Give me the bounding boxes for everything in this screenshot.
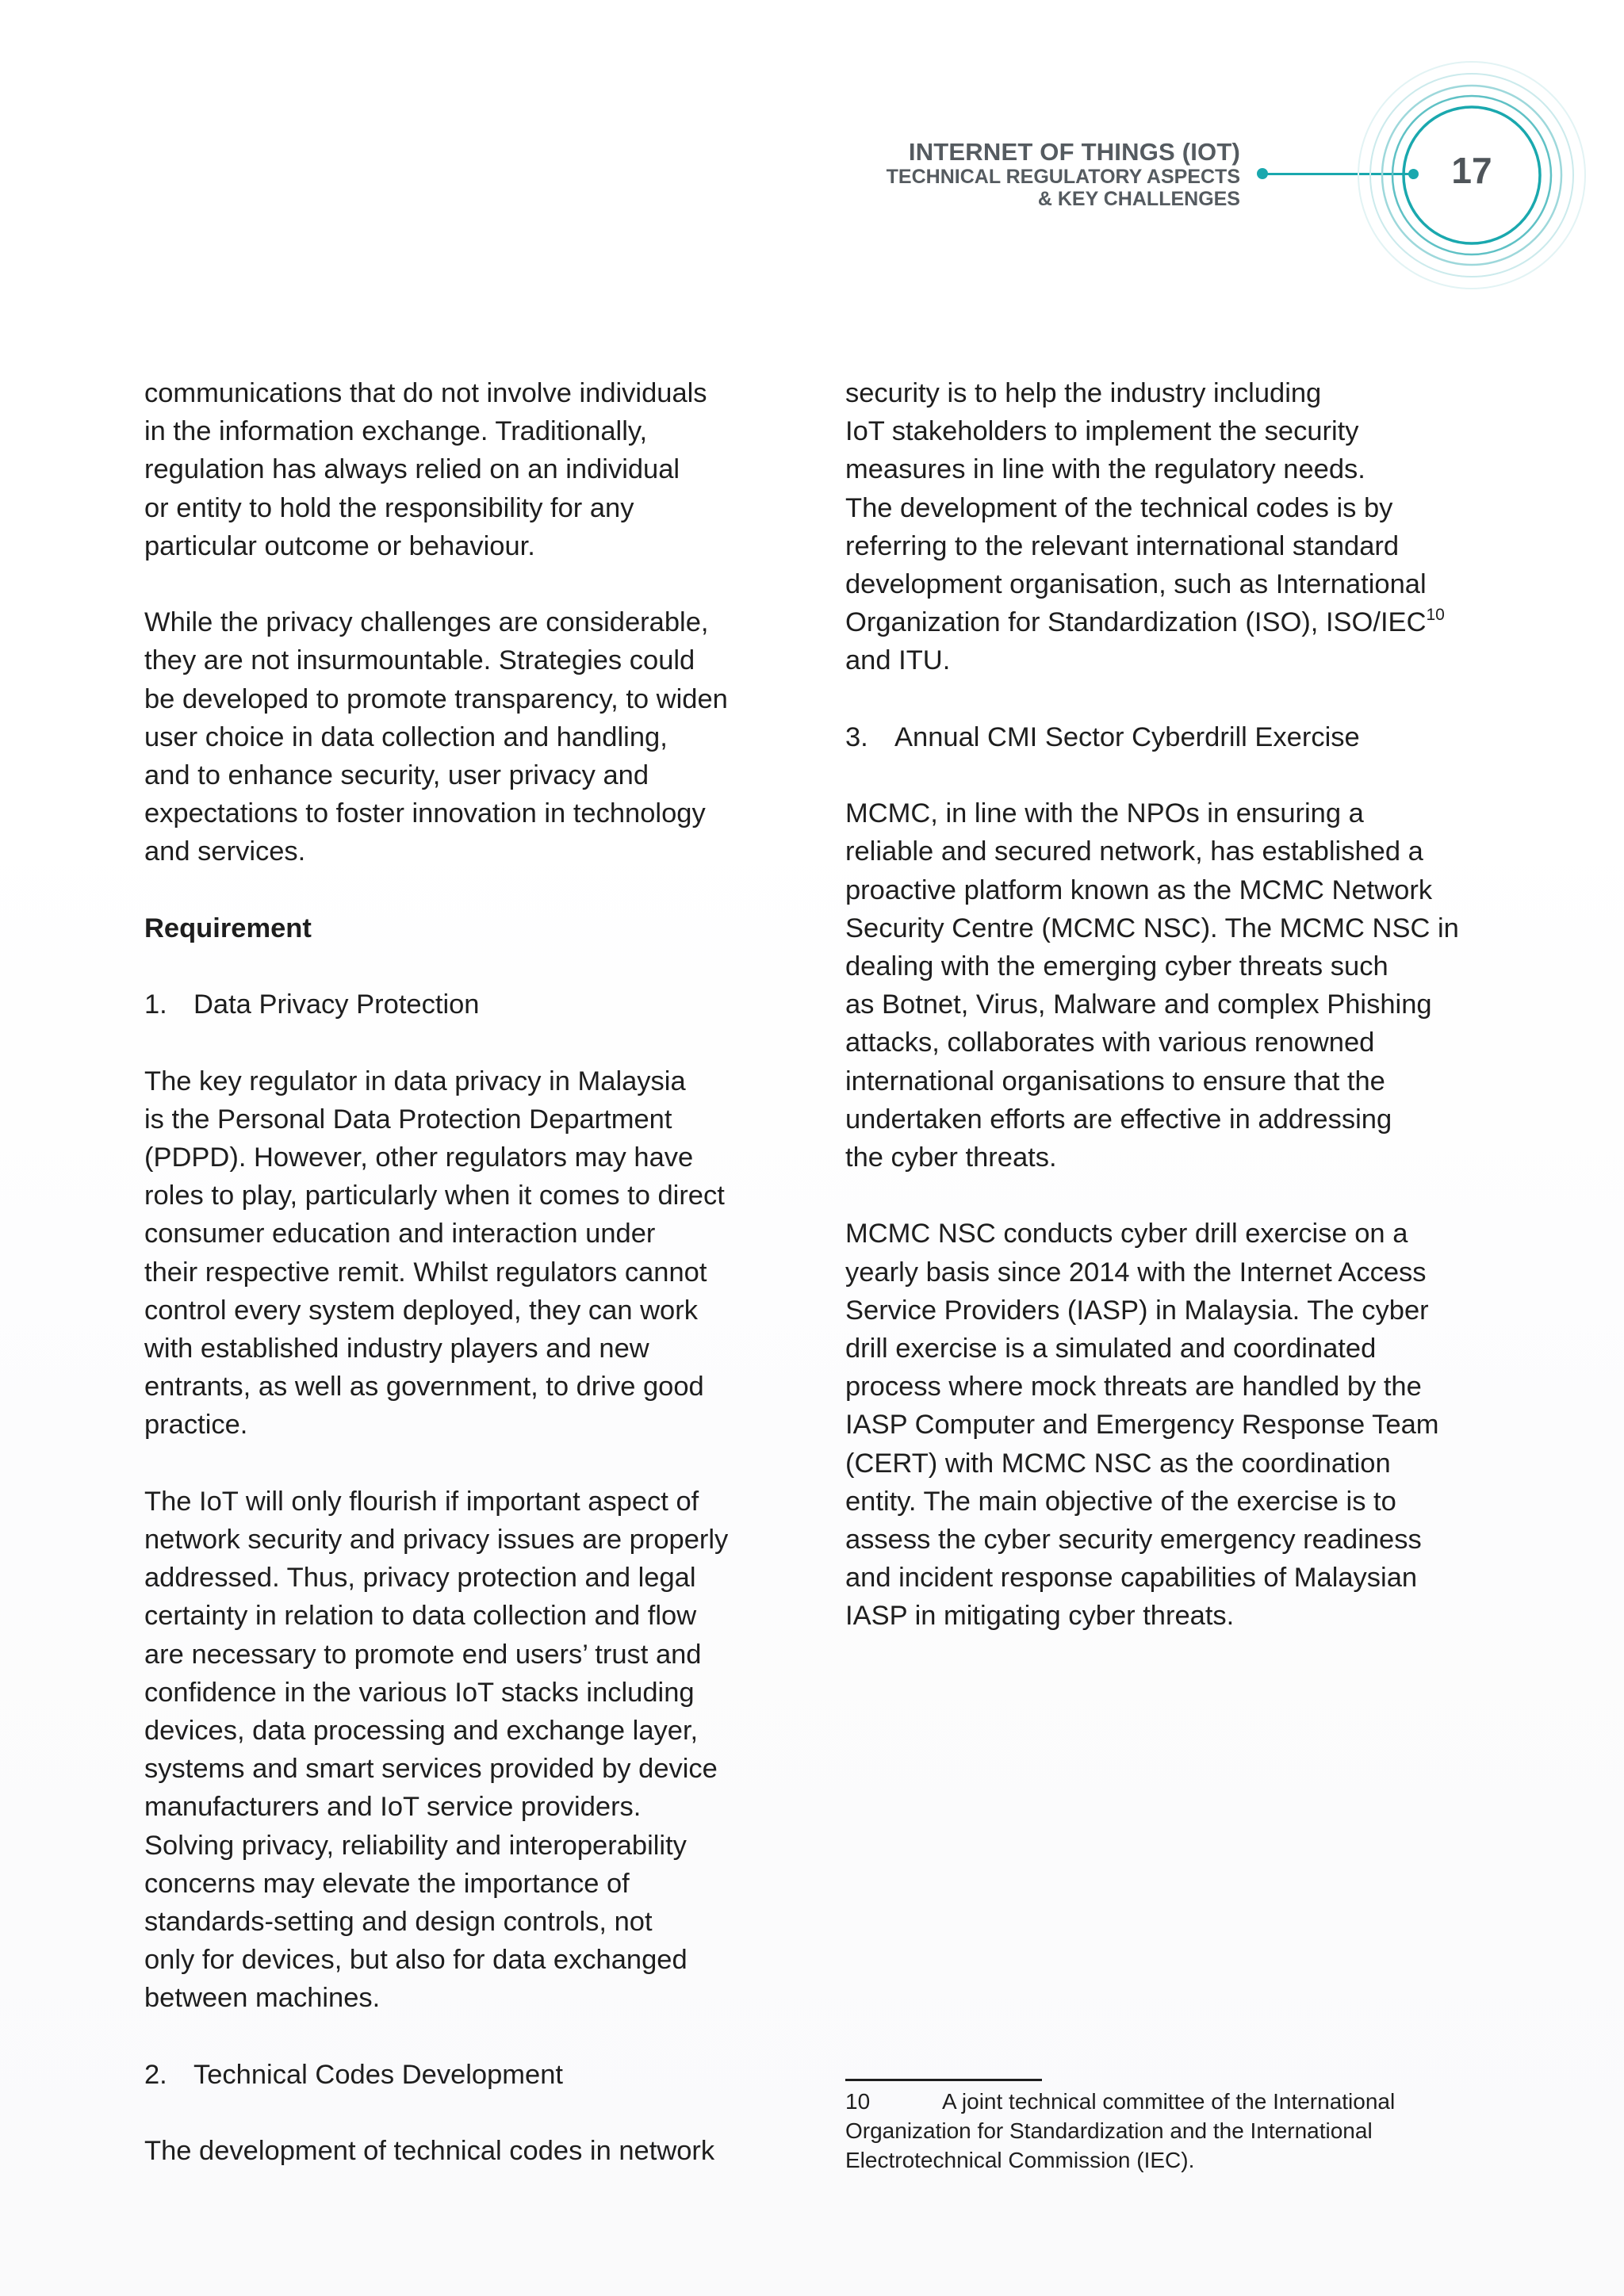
paragraph: MCMC, in line with the NPOs in ensuring a reliable and secured network, has established a proactive platform known as the MCMC Network Security Centre (MCMC NSC). The MCMC NSC in dealing with the emerging cyber threats such as Botnet, Virus, Malware and complex Phishing attacks, collaborates with various renowned international organisations to ensure that the undertaken efforts are effective in addressing the cyber threats. (845, 798, 1459, 1173)
item-number: 2. (144, 2059, 167, 2090)
paragraph: MCMC NSC conducts cyber drill exercise on a yearly basis since 2014 with the Internet Access Service Providers (IASP) in Malaysia. The cyber drill exercise is a simulated and coordinated process where mock threats are handled by the IASP Computer and Emergency Response Team (CERT) with MCMC NSC as the coordination entity. The main objective of the exercise is to assess the cyber security emergency readiness and incident response capabilities of Malaysian IASP in mitigating cyber threats. (845, 1219, 1439, 1632)
item-label: Data Privacy Protection (193, 989, 480, 1020)
right-column (845, 374, 1484, 1674)
header-connector-dot-left (1257, 168, 1268, 179)
section-heading: Requirement (144, 913, 312, 943)
paragraph: The key regulator in data privacy in Malaysia is the Personal Data Protection Department (PDPD). However, other regulators may have roles to play, particularly when it comes to direct consumer education and interaction under their respective remit. Whilst regulators cannot control every system deployed, they can work with established industry players and new entrants, as well as government, to drive good practice. (144, 1066, 725, 1441)
header-connector-dot-right (1408, 169, 1419, 179)
item-label: Annual CMI Sector Cyberdrill Exercise (894, 721, 1360, 752)
paragraph-text-end: and ITU. (845, 645, 951, 676)
numbered-item (144, 985, 783, 1024)
item-number: 1. (144, 989, 167, 1020)
footnote-text: A joint technical committee of the International Organization for Standardization and the International Electrotechnical Commission (IEC). (845, 2089, 1396, 2172)
paragraph: While the privacy challenges are considerable, they are not insurmountable. Strategies could be developed to promote transparency, to widen user choice in data collection and handling, and to enhance security, user privacy and expectations to foster innovation in technology and services. (144, 607, 728, 867)
paragraph-with-footnote-ref (845, 374, 1484, 680)
paragraph: The development of technical codes in network (144, 2136, 715, 2167)
left-column (144, 374, 783, 2209)
numbered-item (845, 718, 1484, 756)
running-header (887, 140, 1240, 209)
footnote-number: 10 (845, 2089, 871, 2114)
header-title-line1: INTERNET OF THINGS (IOT) (908, 138, 1240, 166)
paragraph: communications that do not involve individuals in the information exchange. Traditionally, regulation has always relied on an individual or entity to hold the responsibility for any particular outcome or behaviour. (144, 378, 707, 561)
item-label: Technical Codes Development (193, 2059, 564, 2090)
page-number: 17 (1451, 150, 1492, 191)
paragraph-text: security is to help the industry including IoT stakeholders to implement the security measures in line with the regulatory needs. The development of the technical codes is by referring to the relevant international standard development organisation, such as International Organization for Standardization (ISO), ISO/IEC (845, 378, 1427, 638)
numbered-item (144, 2056, 783, 2094)
item-number: 3. (845, 721, 868, 752)
header-title-line3: & KEY CHALLENGES (1037, 188, 1240, 210)
paragraph: The IoT will only flourish if important aspect of network security and privacy issues are properly addressed. Thus, privacy protection and legal certainty in relation to data collection and flow are necessary to promote end users’ trust and confidence in the various IoT stacks including devices, data processing and exchange layer, systems and smart services provided by device manufacturers and IoT service providers. Solving privacy, reliability and interoperability concerns may elevate the importance of standards-setting and design controls, not only for devices, but also for data exchanged between machines. (144, 1486, 729, 2014)
footnote-reference: 10 (1426, 606, 1445, 625)
header-title-line2: TECHNICAL REGULATORY ASPECTS (886, 166, 1240, 188)
footnote-divider (845, 2079, 1042, 2081)
footnote (845, 2087, 1496, 2175)
